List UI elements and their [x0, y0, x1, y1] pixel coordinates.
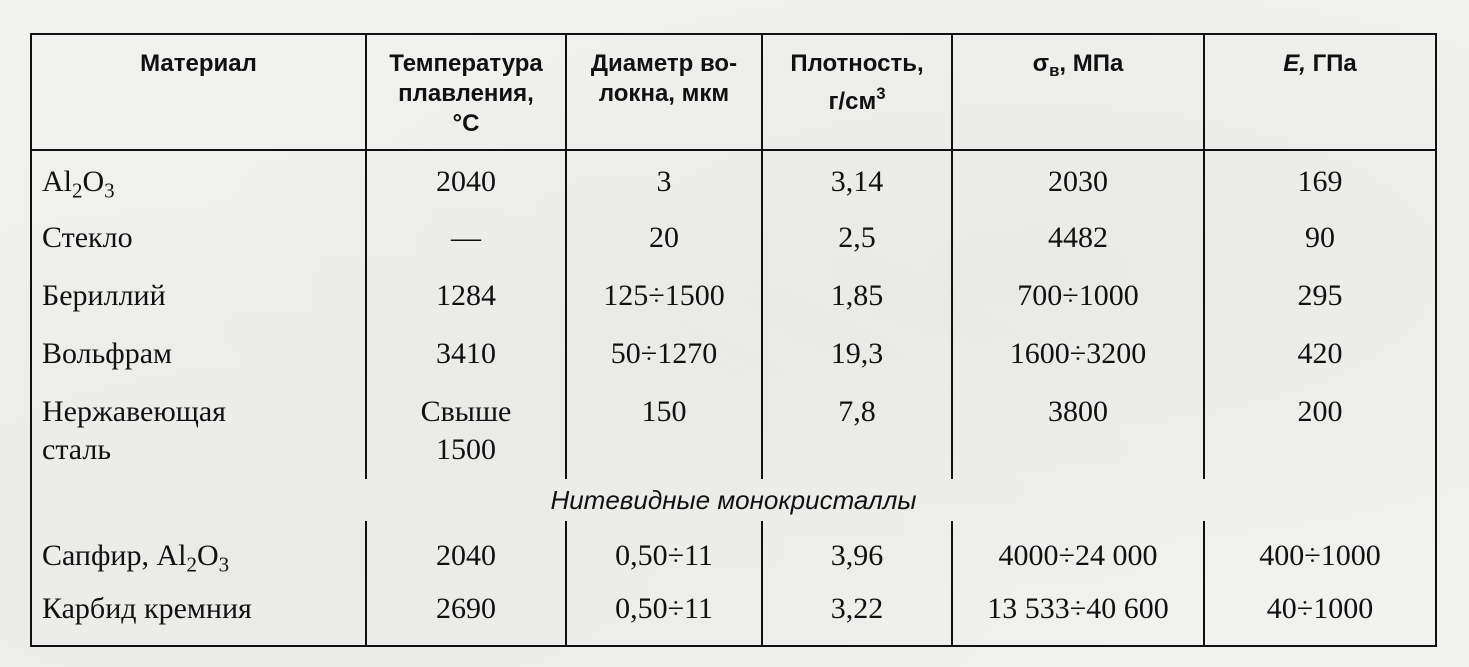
cell-density: 3,96 — [762, 521, 952, 583]
cell-density: 19,3 — [762, 325, 952, 383]
cell-material: Нержавеющая сталь — [42, 395, 226, 467]
cell-material: Вольфрам — [42, 337, 173, 371]
header-density: Плотность, $г/см^3$ — [762, 34, 952, 150]
cell-diameter: 0,50÷11 — [566, 521, 762, 583]
cell-material: $Al_2O_3$ — [42, 165, 115, 203]
cell-modulus: 169 — [1204, 150, 1436, 209]
materials-properties-table — [30, 33, 1437, 647]
cell-density: 1,85 — [762, 267, 952, 325]
cell-strength: 700÷1000 — [952, 267, 1204, 325]
table-row — [31, 267, 1436, 325]
cell-strength: 1600÷3200 — [952, 325, 1204, 383]
cell-strength: 2030 — [952, 150, 1204, 209]
cell-diameter: 3 — [566, 150, 762, 209]
cell-density: 2,5 — [762, 209, 952, 267]
cell-melting: — — [366, 209, 566, 267]
cell-diameter: 0,50÷11 — [566, 584, 762, 646]
cell-melting: 1284 — [366, 267, 566, 325]
cell-strength: 13 533÷40 600 — [952, 584, 1204, 646]
cell-diameter: 20 — [566, 209, 762, 267]
table-row — [31, 325, 1436, 383]
table-row — [31, 209, 1436, 267]
cell-modulus: 295 — [1204, 267, 1436, 325]
cell-diameter: 125÷1500 — [566, 267, 762, 325]
cell-modulus: 40÷1000 — [1204, 584, 1436, 646]
cell-modulus: 90 — [1204, 209, 1436, 267]
table-row — [31, 383, 1436, 479]
table-row — [31, 150, 1436, 209]
table-row — [31, 521, 1436, 583]
cell-density: 3,22 — [762, 584, 952, 646]
cell-modulus: 420 — [1204, 325, 1436, 383]
header-melting-temperature: Температура плавления, °С — [366, 34, 566, 150]
cell-modulus: 400÷1000 — [1204, 521, 1436, 583]
table-row — [31, 584, 1436, 646]
header-tensile-strength: $\sigma_в$, МПа — [952, 34, 1204, 150]
cell-density: 3,14 — [762, 150, 952, 209]
cell-melting: 2690 — [366, 584, 566, 646]
cell-strength: 3800 — [952, 383, 1204, 479]
cell-density: 7,8 — [762, 383, 952, 479]
cell-material: Стекло — [42, 221, 133, 255]
cell-melting: 2040 — [366, 150, 566, 209]
cell-material: Карбид кремния — [42, 591, 252, 625]
cell-material: Бериллий — [42, 279, 166, 313]
cell-strength: 4000÷24 000 — [952, 521, 1204, 583]
cell-melting: Свыше 1500 — [366, 383, 566, 479]
cell-strength: 4482 — [952, 209, 1204, 267]
header-material: Материал — [31, 34, 366, 150]
cell-modulus: 200 — [1204, 383, 1436, 479]
header-elastic-modulus: E, ГПа — [1204, 34, 1436, 150]
cell-diameter: 50÷1270 — [566, 325, 762, 383]
cell-material: Сапфир, $Al_2O_3$ — [42, 539, 230, 577]
cell-melting: 3410 — [366, 325, 566, 383]
section-heading-row — [31, 479, 1436, 521]
header-fiber-diameter: Диаметр во- локна, мкм — [566, 34, 762, 150]
header-row — [31, 34, 1436, 150]
cell-melting: 2040 — [366, 521, 566, 583]
section-title: Нитевидные монокристаллы — [550, 485, 917, 516]
cell-diameter: 150 — [566, 383, 762, 479]
